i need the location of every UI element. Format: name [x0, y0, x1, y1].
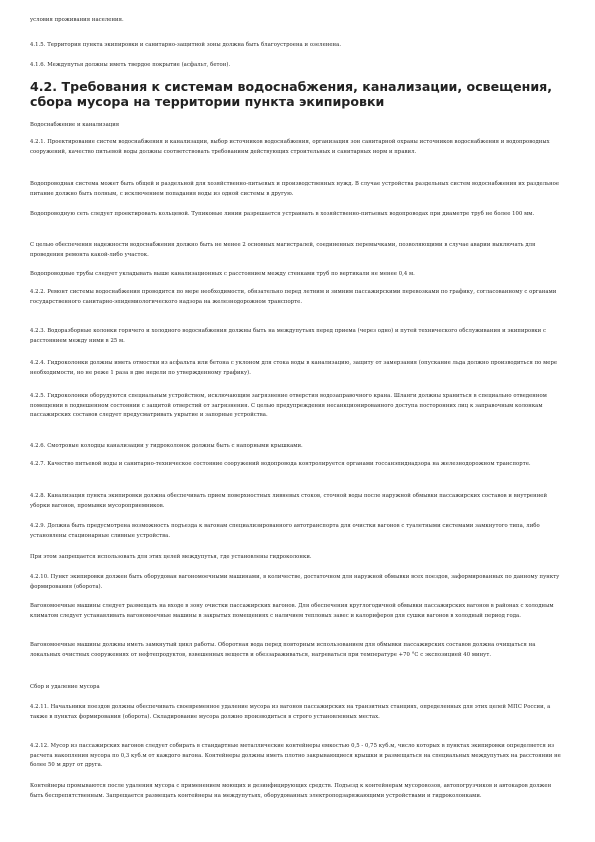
- paragraph-reliability: С целью обеспечения надежности водоснабжения должно быть не менее 2 основных магистралей, соединенных перемычками, позволяющими в случае аварии выключать для проведения ремонта какой-либо участок.: [30, 242, 536, 258]
- paragraph-4-2-10: 4.2.10. Пункт экипировки должен быть оборудован вагономоечными машинами, в количестве, достаточном для наружной обмывки всех поездов, заформированных по данному пункту формирования (оборота).: [30, 574, 560, 590]
- paragraph-4-2-1: 4.2.1. Проектирование систем водоснабжения и канализации, выбор источников водоснабжения, организация зон санитарной охраны источников водоснабжения и водопроводных сооружений, качество питьевой воды должны соответствовать требованиям действующих строительных и санитарных норм и правил.: [30, 139, 550, 155]
- paragraph-pipes: Водопроводные трубы следует укладывать выше канализационных с расстоянием между стенками труб по вертикали не менее 0,4 м.: [30, 271, 415, 277]
- paragraph-4-2-11: 4.2.11. Начальники поездов должны обеспечивать своевременное удаление мусора из вагонов пассажирских на транзитных станциях, определенных для этих целей МПС России, а также в пунктах формирования (оборота). Складирование мусора должно производиться в строго установленных местах.: [30, 704, 551, 720]
- subheading-water-supply: Водоснабжение и канализация: [30, 122, 120, 128]
- paragraph-water-system: Водопроводная система может быть общей и раздельной для хозяйственно-питьевых и производственных нужд. В случае устройства раздельных систем водоснабжения их раздельное питание должно быть полным, с исключением попадания воды из одной системы в другую.: [30, 181, 560, 197]
- paragraph-washing-machines: Вагономоечные машины следует размещать на входе в зону очистки пассажирских вагонов. Для обеспечения круглогодичной обмывки пассажирских вагонов в районах с холодным климатом следует устанавливать вагономоечные машины в закрытых помещениях с наличием тепловых завес и калориферов для сушки вагонов в холодный период года.: [30, 603, 554, 619]
- text-fragment: условия проживания населения.: [30, 17, 124, 23]
- paragraph-4-2-3: 4.2.3. Водоразборные колонки горячего и холодного водоснабжения должны быть на междупутьях перед приема (через одно) и путей технического обслуживания и экипировки с расстоянием между ними в 25 м.: [30, 328, 546, 344]
- paragraph-prohibition: При этом запрещается использовать для этих целей междупутья, где установлены гидроколонки.: [30, 554, 312, 560]
- paragraph-4-2-2: 4.2.2. Ремонт системы водоснабжения проводится по мере необходимости, обязательно перед летним и зимним пассажирскими перевозками по графику, согласованному с органами государственного санитарно-эпидемиологического надзора на железнодорожном транспорте.: [30, 289, 557, 305]
- paragraph-4-2-4: 4.2.4. Гидроколонки должны иметь отмостки из асфальта или бетона с уклоном для стока воды в канализацию, защиту от замерзания (опускание льда должно производиться по мере необходимости, но не реже 1 раза в две недели по утвержденному графику).: [30, 360, 558, 376]
- paragraph-4-1-6: 4.1.6. Междупутья должны иметь твердое покрытие (асфальт, бетон).: [30, 62, 231, 68]
- paragraph-water-network: Водопроводную сеть следует проектировать кольцевой. Тупиковые линии разрешается устраивать в хозяйственно-питьевых водопроводах при диаметре труб не более 100 мм.: [30, 211, 535, 217]
- paragraph-4-1-5: 4.1.5. Территория пункта экипировки и санитарно-защитной зоны должна быть благоустроена и озеленена.: [30, 42, 342, 48]
- section-heading-4-2: 4.2. Требования к системам водоснабжения, канализации, освещения, сбора мусора на территории пункта экипировки: [30, 79, 553, 110]
- paragraph-4-2-8: 4.2.8. Канализация пункта экипировки должна обеспечивать прием поверхностных ливневых стоков, сточной воды после наружной обмывки пассажирских составов и внутренней уборки вагонов, промывки мусороприемников.: [30, 493, 548, 509]
- paragraph-containers: Контейнеры промываются после удаления мусора с применением моющих и дезинфицирующих средств. Подъезд к контейнерам мусоровозов, автопогрузчиков и автокаров должен быть беспрепятственным. Запрещается размещать контейнеры на междупутьях, оборудованных электроподзаряжающими устройствами и гидроколонками.: [30, 783, 552, 799]
- paragraph-closed-cycle: Вагономоечные машины должны иметь замкнутый цикл работы. Оборотная вода перед повторным использованием для обмывки пассажирских составов должна очищаться на локальных очистных сооружениях от нефтепродуктов, взвешенных веществ и обеззараживаться, нагреваться при температуре +70 °С с экспозицией 40 минут.: [30, 642, 536, 658]
- paragraph-4-2-7: 4.2.7. Качество питьевой воды и санитарно-техническое состояние сооружений водопровода контролируется органами госсанэпиднадзора на железнодорожном транспорте.: [30, 461, 531, 467]
- paragraph-4-2-9: 4.2.9. Должна быть предусмотрена возможность подъезда к вагонам специализированного автотранспорта для очистки вагонов с туалетными системами замкнутого типа, либо установлены стационарные сливные устройства.: [30, 523, 540, 539]
- paragraph-4-2-6: 4.2.6. Смотровые колодцы канализации у гидроколонок должны быть с напорными крышками.: [30, 443, 303, 449]
- paragraph-4-2-5: 4.2.5. Гидроколонки оборудуются специальным устройством, исключающим загрязнение отверстия водозаправочного крана. Шланги должны храниться в специально отведенном помещении в подвешенном состоянии с защитой отверстий от загрязнения. С целью предупреждения несанкционированного доступа посторонних лиц к заправочным колонкам пассажирских составов следует предусматривать укрытие и запорные устройства.: [30, 393, 547, 419]
- subheading-garbage: Сбор и удаление мусора: [30, 684, 100, 690]
- paragraph-4-2-12: 4.2.12. Мусор из пассажирских вагонов следует собирать в стандартные металлические контейнеры емкостью 0,5 - 0,75 куб.м, число которых в пунктах экипировки определяется из расчета накопления мусора по 0,3 куб.м от каждого вагона. Контейнеры должны иметь плотно закрывающиеся крышки и размещаться на специальных междупутьях на расстоянии не более 50 м друг от друга.: [30, 743, 561, 769]
